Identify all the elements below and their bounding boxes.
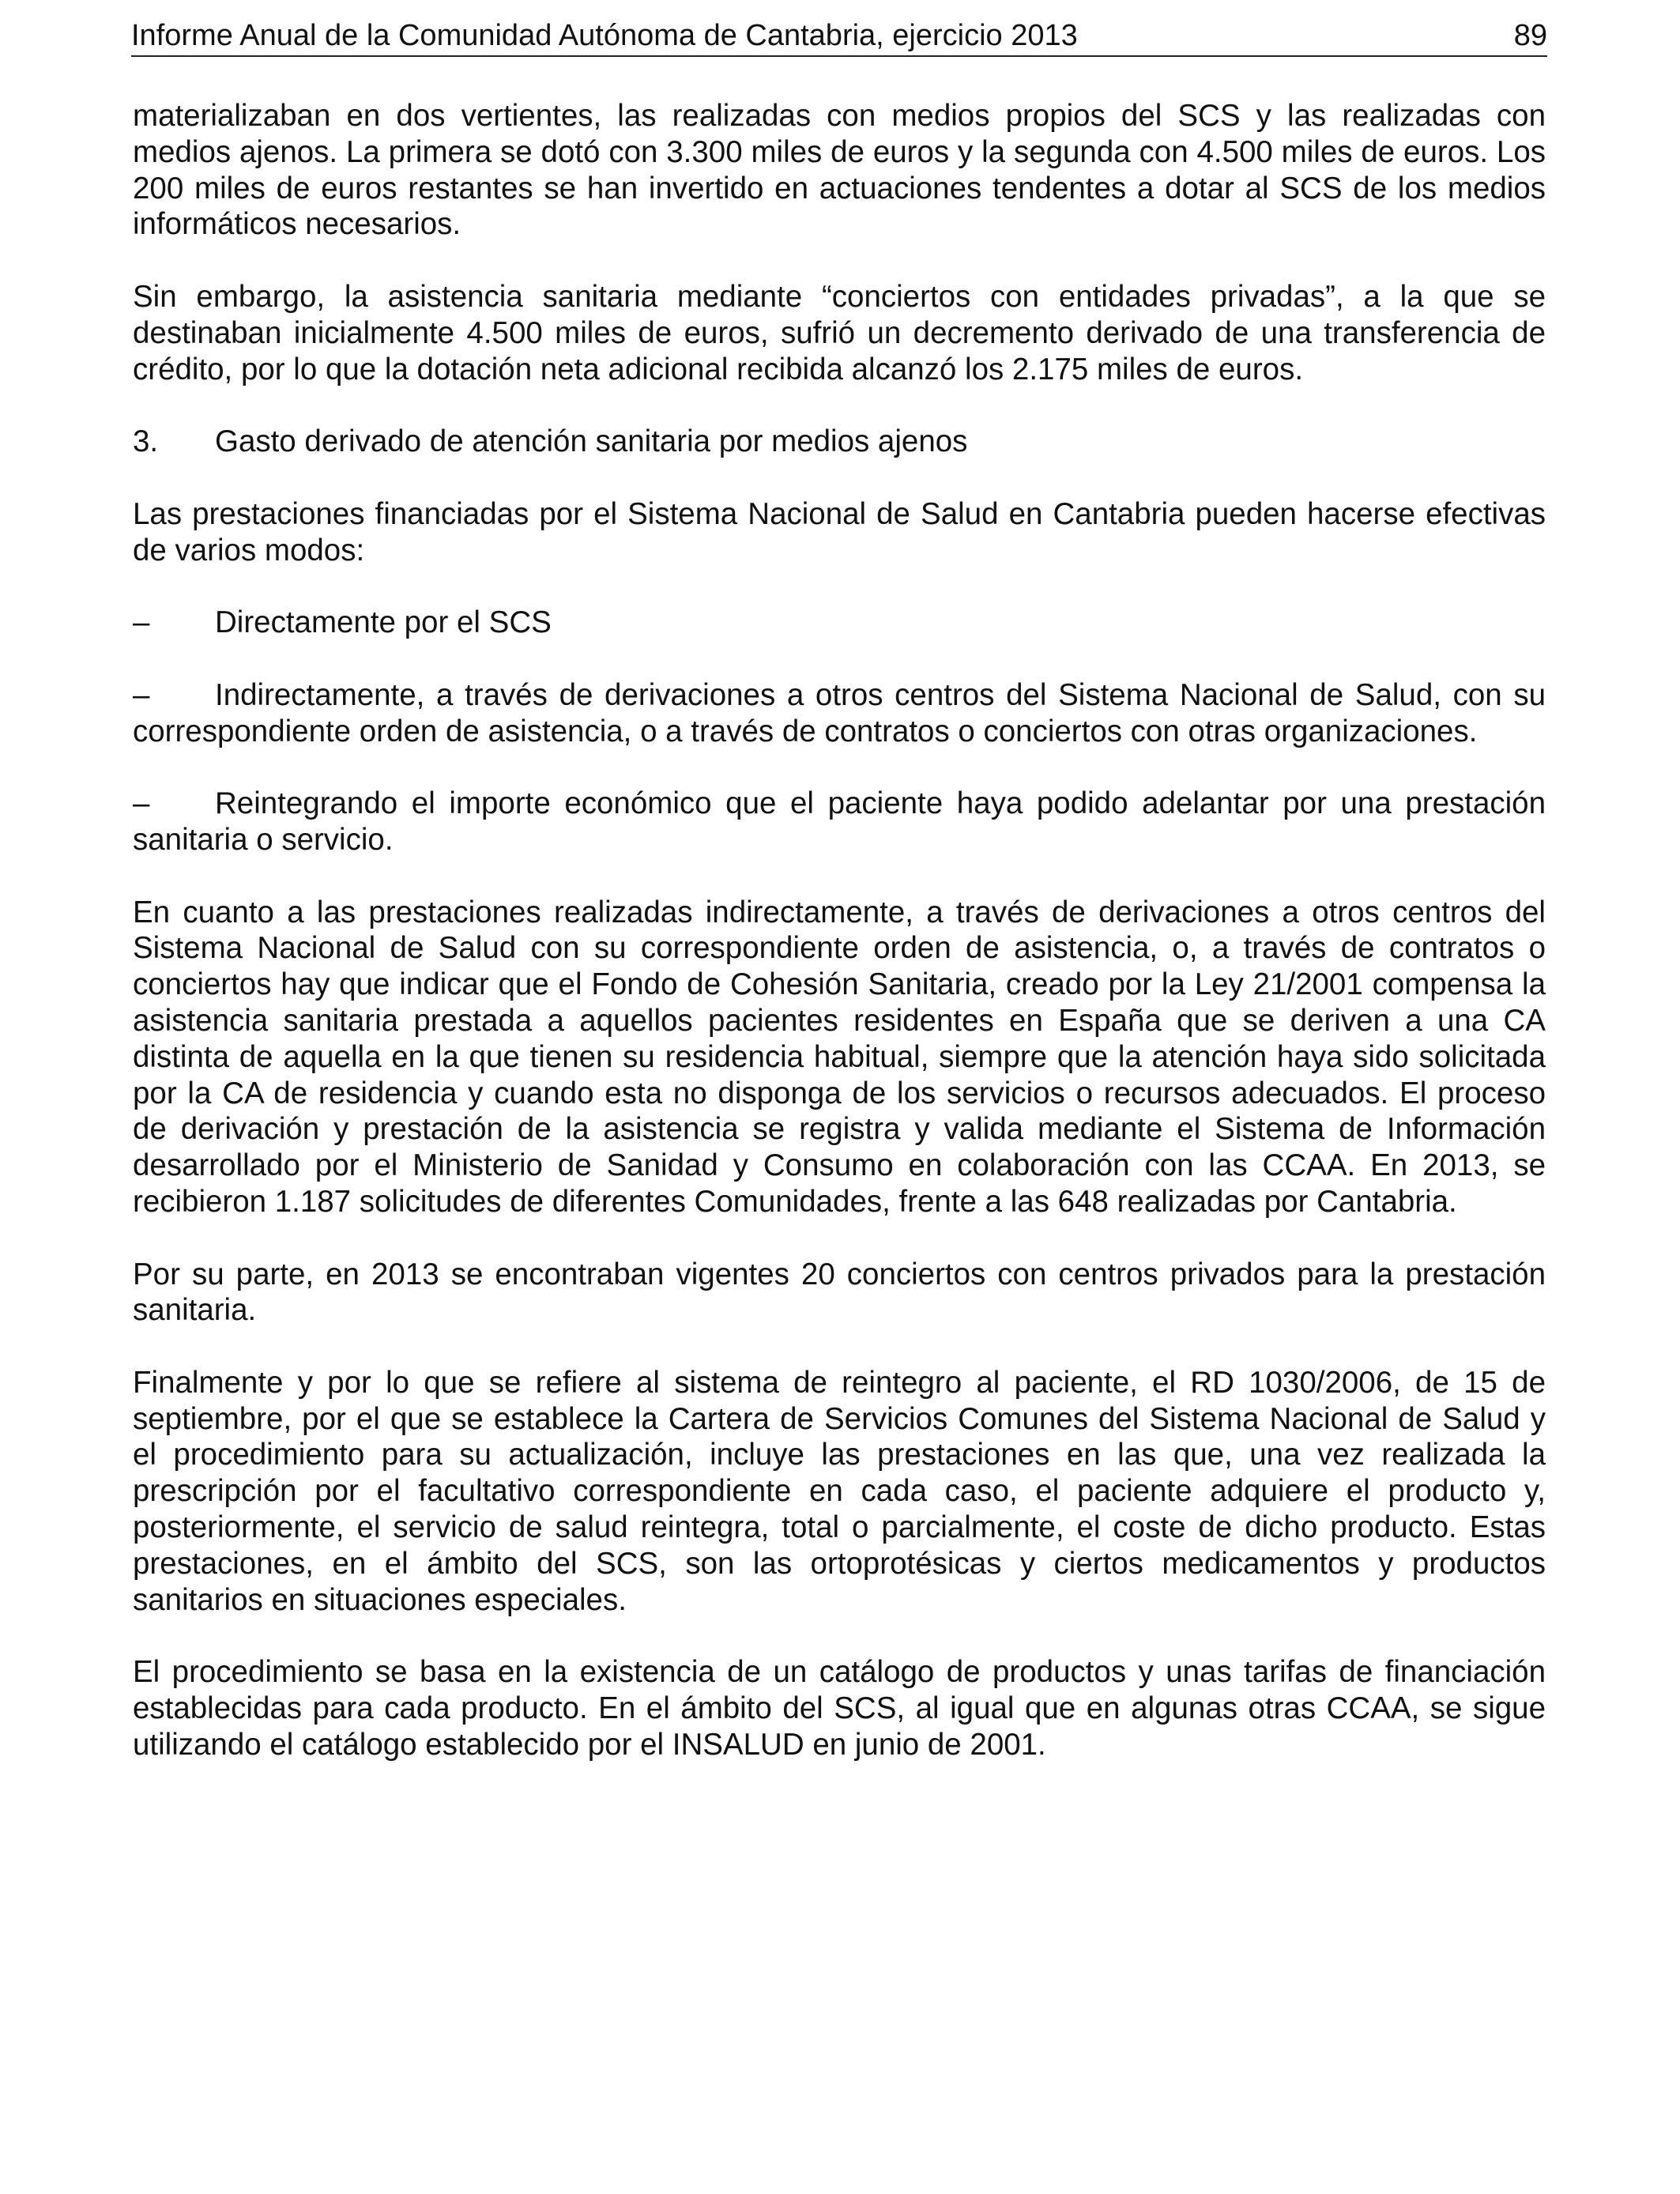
paragraph-5: Por su parte, en 2013 se encontraban vigentes 20 conciertos con centros privados para la prestación sanitaria. (133, 1257, 1546, 1328)
bullet-item-2 (133, 677, 1546, 750)
paragraph-4: En cuanto a las prestaciones realizadas indirectamente, a través de derivaciones a otros centros del Sistema Nacional de Salud con su correspondiente orden de asistencia, o, a través de contratos o conciertos hay que indicar que el Fondo de Cohesión Sanitaria, creado por la Ley 21/2001 compensa la asistencia sanitaria prestada a aquellos pacientes residentes en España que se deriven a una CA distinta de aquella en la que tienen su residencia habitual, siempre que la atención haya sido solicitada por la CA de residencia y cuando esta no disponga de los servicios o recursos adecuados. El proceso de derivación y prestación de la asistencia se registra y valida mediante el Sistema de Información desarrollado por el Ministerio de Sanidad y Consumo en colaboración con las CCAA. En 2013, se recibieron 1.187 solicitudes de diferentes Comunidades, frente a las 648 realizadas por Cantabria. (133, 895, 1546, 1219)
bullet-text-2: Indirectamente, a través de derivaciones a otros centros del Sistema Nacional de Salud, con su correspondiente orden de asistencia, o a través de contratos o conciertos con otras organizaciones. (133, 677, 1546, 748)
bullet-item-1 (133, 605, 1546, 641)
page-header (131, 14, 1547, 57)
bullet-text-1: Directamente por el SCS (215, 605, 552, 640)
bullet-dash: – (133, 677, 150, 712)
page-number: 89 (1513, 19, 1547, 52)
paragraph-1: materializaban en dos vertientes, las realizadas con medios propios del SCS y las realizadas con medios ajenos. La primera se dotó con 3.300 miles de euros y la segunda con 4.500 miles de euros. Los 200 miles de euros restantes se han invertido en actuaciones tendentes a dotar al SCS de los medios informáticos necesarios. (133, 99, 1546, 242)
header-title: Informe Anual de la Comunidad Autónoma de Cantabria, ejercicio 2013 (131, 19, 1078, 52)
section-number: 3. (133, 424, 159, 459)
paragraph-7: El procedimiento se basa en la existencia de un catálogo de productos y unas tarifas de financiación establecidas para cada producto. En el ámbito del SCS, al igual que en algunas otras CCAA, se sigue utilizando el catálogo establecido por el INSALUD en junio de 2001. (133, 1655, 1546, 1762)
body-text (133, 98, 1546, 1799)
bullet-dash: – (133, 605, 150, 640)
paragraph-2: Sin embargo, la asistencia sanitaria mediante “conciertos con entidades privadas”, a la que se destinaban inicialmente 4.500 miles de euros, sufrió un decremento derivado de una transferencia de crédito, por lo que la dotación neta adicional recibida alcanzó los 2.175 miles de euros. (133, 279, 1546, 386)
bullet-item-3 (133, 786, 1546, 858)
paragraph-3: Las prestaciones financiadas por el Sistema Nacional de Salud en Cantabria pueden hacerse efectivas de varios modos: (133, 496, 1546, 567)
paragraph-6: Finalmente y por lo que se refiere al sistema de reintegro al paciente, el RD 1030/2006, de 15 de septiembre, por el que se establece la Cartera de Servicios Comunes del Sistema Nacional de Salud y el procedimiento para su actualización, incluye las prestaciones en las que, una vez realizada la prescripción por el facultativo correspondiente en cada caso, el paciente adquiere el producto y, posteriormente, el servicio de salud reintegra, total o parcialmente, el coste de dicho producto. Estas prestaciones, en el ámbito del SCS, son las ortoprotésicas y ciertos medicamentos y productos sanitarios en situaciones especiales. (133, 1365, 1546, 1617)
bullet-dash: – (133, 786, 150, 821)
bullet-text-3: Reintegrando el importe económico que el paciente haya podido adelantar por una prestación sanitaria o servicio. (133, 786, 1546, 857)
section-heading (133, 424, 1546, 460)
section-title: Gasto derivado de atención sanitaria por medios ajenos (215, 424, 968, 459)
